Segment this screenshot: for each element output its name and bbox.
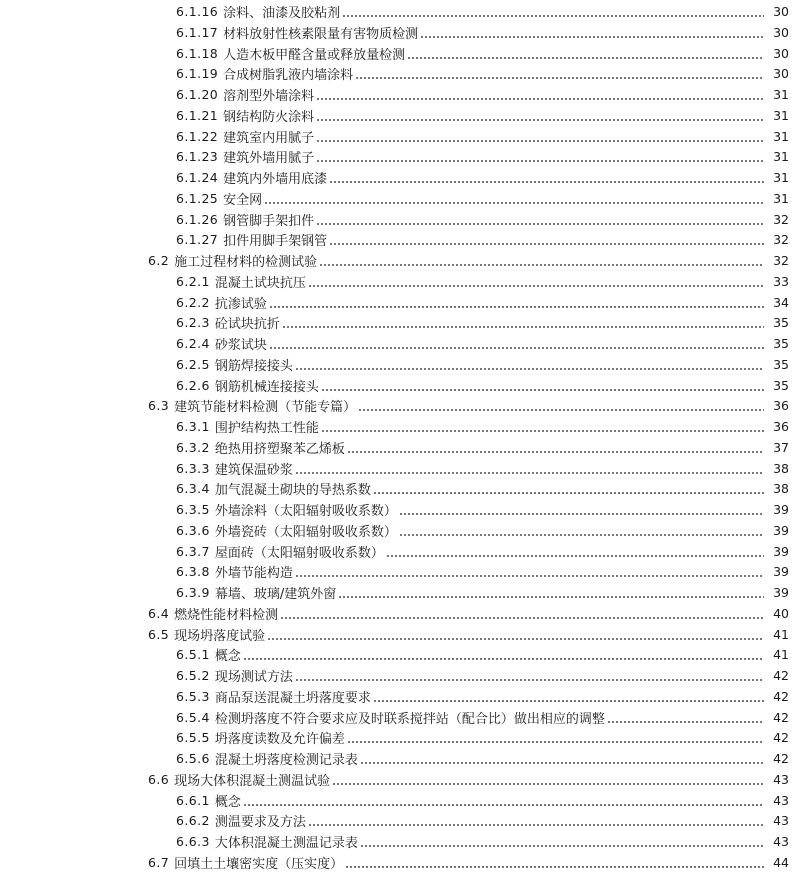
toc-entry-title: 建筑节能材料检测（节能专篇） xyxy=(174,400,357,416)
dot-leader xyxy=(345,856,764,869)
toc-entry-title: 钢管脚手架扣件 xyxy=(223,213,315,229)
toc-entry-title: 扣件用脚手架钢管 xyxy=(223,234,328,250)
dot-leader xyxy=(295,462,764,475)
toc-entry-number: 6.1.17 xyxy=(176,24,219,40)
toc-entry-number: 6.1.20 xyxy=(176,87,219,102)
toc-entry-title: 建筑外墙用腻子 xyxy=(223,151,315,167)
toc-subsection-row[interactable] xyxy=(0,644,796,665)
toc-entry-number: 6.1.19 xyxy=(176,66,219,82)
dot-leader xyxy=(329,233,764,246)
toc-subsection-row[interactable] xyxy=(0,146,796,167)
toc-subsection-row[interactable] xyxy=(0,312,796,333)
toc-subsection-row[interactable] xyxy=(0,790,796,811)
toc-entry-title: 外墙涂料（太阳辐射吸收系数） xyxy=(214,504,397,519)
dot-leader xyxy=(338,586,764,599)
toc-entry-page-number: 39 xyxy=(773,522,789,538)
toc-entry-page-number: 31 xyxy=(773,128,789,144)
toc-entry-page-number: 30 xyxy=(773,66,789,82)
toc-entry-page-number: 30 xyxy=(773,24,789,40)
toc-entry-page-number: 44 xyxy=(773,854,789,870)
toc-subsection-row[interactable] xyxy=(0,458,796,479)
toc-entry-number: 6.7 xyxy=(148,854,170,870)
toc-entry-number: 6.5.2 xyxy=(176,668,210,683)
toc-entry-page-number: 41 xyxy=(773,647,789,663)
toc-subsection-row[interactable] xyxy=(0,333,796,354)
toc-subsection-row[interactable] xyxy=(0,707,796,728)
toc-entry-number: 6.5.5 xyxy=(176,730,210,746)
toc-entry-title: 砼试块抗折 xyxy=(214,317,280,333)
toc-entry-page-number: 30 xyxy=(773,45,789,61)
dot-leader xyxy=(295,565,764,578)
toc-entry-number: 6.2.5 xyxy=(176,356,210,372)
toc-entry-number: 6.4 xyxy=(148,605,170,621)
toc-entry-title: 砂浆试块 xyxy=(214,338,267,353)
dot-leader xyxy=(280,607,764,620)
toc-entry-title: 坍落度读数及允许偏差 xyxy=(214,732,345,748)
toc-subsection-row[interactable] xyxy=(0,105,796,126)
dot-leader xyxy=(347,441,764,454)
toc-entry-page-number: 41 xyxy=(773,626,789,642)
toc-entry-title: 燃烧性能材料检测 xyxy=(174,607,279,623)
toc-entry-number: 6.5.6 xyxy=(176,751,210,766)
toc-subsection-row[interactable] xyxy=(0,126,796,147)
toc-entry-number: 6.3.8 xyxy=(176,564,210,580)
toc-section-row[interactable] xyxy=(0,852,796,873)
toc-subsection-row[interactable] xyxy=(0,416,796,437)
toc-subsection-row[interactable] xyxy=(0,727,796,748)
toc-entry-number: 6.6.3 xyxy=(176,834,210,849)
toc-entry-page-number: 31 xyxy=(773,170,789,185)
toc-subsection-row[interactable] xyxy=(0,582,796,603)
toc-entry-title: 回填土土壤密实度（压实度） xyxy=(174,856,344,872)
toc-entry-title: 现场坍落度试验 xyxy=(174,628,266,644)
toc-entry-page-number: 30 xyxy=(773,4,789,19)
toc-entry-number: 6.2.6 xyxy=(176,377,210,393)
toc-subsection-row[interactable] xyxy=(0,478,796,499)
toc-entry-title: 建筑室内用腻子 xyxy=(223,130,315,146)
dot-leader xyxy=(243,648,764,661)
toc-subsection-row[interactable] xyxy=(0,188,796,209)
toc-entry-page-number: 39 xyxy=(773,585,789,600)
toc-entry-number: 6.1.24 xyxy=(176,170,219,185)
toc-entry-page-number: 43 xyxy=(773,813,789,829)
dot-leader xyxy=(269,337,764,350)
toc-entry-page-number: 36 xyxy=(773,398,789,414)
dot-leader xyxy=(308,275,764,288)
toc-entry-number: 6.5.3 xyxy=(176,688,210,704)
toc-entry-title: 外墙节能构造 xyxy=(214,566,293,582)
toc-entry-title: 抗渗试验 xyxy=(214,296,267,312)
dot-leader xyxy=(321,420,764,433)
dot-leader xyxy=(295,669,764,682)
toc-entry-number: 6.1.26 xyxy=(176,211,219,227)
dot-leader xyxy=(399,503,764,516)
toc-entry-title: 材料放射性核素限量有害物质检测 xyxy=(223,26,419,42)
dot-leader xyxy=(399,524,764,537)
dot-leader xyxy=(264,192,764,205)
toc-entry-number: 6.1.21 xyxy=(176,107,219,123)
toc-entry-title: 现场测试方法 xyxy=(214,670,293,685)
toc-subsection-row[interactable] xyxy=(0,561,796,582)
dot-leader xyxy=(295,358,764,371)
toc-entry-number: 6.6 xyxy=(148,771,170,787)
toc-entry-title: 屋面砖（太阳辐射吸收系数） xyxy=(214,545,384,561)
toc-entry-title: 合成树脂乳液内墙涂料 xyxy=(223,68,354,84)
toc-entry-page-number: 32 xyxy=(773,211,789,227)
toc-entry-page-number: 38 xyxy=(773,460,789,476)
toc-entry-title: 钢筋焊接接头 xyxy=(214,358,293,374)
toc-section-row[interactable] xyxy=(0,769,796,790)
dot-leader xyxy=(407,47,764,60)
dot-leader xyxy=(373,690,764,703)
toc-entry-page-number: 35 xyxy=(773,377,789,393)
dot-leader xyxy=(332,773,764,786)
toc-section-row[interactable] xyxy=(0,603,796,624)
dot-leader xyxy=(316,130,764,143)
toc-subsection-row[interactable] xyxy=(0,43,796,64)
toc-entry-page-number: 36 xyxy=(773,419,789,434)
toc-entry-page-number: 32 xyxy=(773,253,789,268)
toc-entry-number: 6.1.25 xyxy=(176,190,219,206)
toc-entry-page-number: 39 xyxy=(773,543,789,559)
toc-entry-page-number: 33 xyxy=(773,273,789,289)
toc-entry-number: 6.3 xyxy=(148,398,170,414)
dot-leader xyxy=(386,545,764,558)
toc-entry-title: 检测坍落度不符合要求应及时联系搅拌站（配合比）做出相应的调整 xyxy=(214,711,605,727)
toc-entry-title: 外墙瓷砖（太阳辐射吸收系数） xyxy=(214,524,397,540)
toc-section-row[interactable] xyxy=(0,624,796,645)
toc-entry-number: 6.3.7 xyxy=(176,543,210,559)
toc-subsection-row[interactable] xyxy=(0,209,796,230)
toc-entry-page-number: 42 xyxy=(773,751,789,766)
toc-entry-title: 溶剂型外墙涂料 xyxy=(223,89,315,104)
toc-entry-title: 安全网 xyxy=(223,192,263,208)
toc-subsection-row[interactable] xyxy=(0,541,796,562)
dot-leader xyxy=(347,731,764,744)
dot-leader xyxy=(360,835,764,848)
toc-section-row[interactable] xyxy=(0,395,796,416)
toc-subsection-row[interactable] xyxy=(0,686,796,707)
toc-entry-page-number: 32 xyxy=(773,232,789,248)
toc-entry-number: 6.1.18 xyxy=(176,45,219,61)
toc-entry-title: 人造木板甲醛含量或释放量检测 xyxy=(223,47,406,63)
toc-entry-number: 6.2.4 xyxy=(176,336,210,351)
toc-entry-number: 6.5.1 xyxy=(176,647,210,663)
toc-entry-page-number: 39 xyxy=(773,502,789,517)
toc-subsection-row[interactable] xyxy=(0,167,796,188)
toc-entry-number: 6.2 xyxy=(148,253,170,268)
toc-subsection-row[interactable] xyxy=(0,229,796,250)
toc-entry-number: 6.1.23 xyxy=(176,149,219,165)
toc-entry-page-number: 42 xyxy=(773,730,789,746)
toc-subsection-row[interactable] xyxy=(0,499,796,520)
toc-subsection-row[interactable] xyxy=(0,810,796,831)
toc-entry-page-number: 43 xyxy=(773,834,789,849)
toc-entry-number: 6.5 xyxy=(148,626,170,642)
toc-entry-number: 6.3.9 xyxy=(176,585,210,600)
toc-entry-title: 建筑保温砂浆 xyxy=(214,462,293,478)
toc-entry-number: 6.3.2 xyxy=(176,439,210,455)
dot-leader xyxy=(321,379,764,392)
toc-entry-page-number: 34 xyxy=(773,294,789,310)
dot-leader xyxy=(267,628,764,641)
toc-subsection-row[interactable] xyxy=(0,520,796,541)
toc-entry-number: 6.3.6 xyxy=(176,522,210,538)
dot-leader xyxy=(360,752,764,765)
toc-entry-page-number: 43 xyxy=(773,792,789,808)
toc-entry-number: 6.2.2 xyxy=(176,294,210,310)
toc-entry-page-number: 35 xyxy=(773,336,789,351)
toc-entry-page-number: 31 xyxy=(773,190,789,206)
toc-entry-title: 现场大体积混凝土测温试验 xyxy=(174,773,331,789)
toc-entry-number: 6.3.3 xyxy=(176,460,210,476)
toc-entry-title: 混凝土坍落度检测记录表 xyxy=(214,753,358,768)
toc-subsection-row[interactable] xyxy=(0,354,796,375)
dot-leader xyxy=(316,109,764,122)
toc-subsection-row[interactable] xyxy=(0,748,796,769)
toc-subsection-row[interactable] xyxy=(0,665,796,686)
toc-entry-title: 商品泵送混凝土坍落度要求 xyxy=(214,690,371,706)
dot-leader xyxy=(373,482,764,495)
toc-entry-title: 大体积混凝土测温记录表 xyxy=(214,836,358,851)
toc-entry-number: 6.1.27 xyxy=(176,232,219,248)
toc-subsection-row[interactable] xyxy=(0,84,796,105)
toc-entry-page-number: 39 xyxy=(773,564,789,580)
toc-entry-page-number: 31 xyxy=(773,87,789,102)
toc-entry-number: 6.3.5 xyxy=(176,502,210,517)
toc-section-row[interactable] xyxy=(0,250,796,271)
toc-entry-title: 混凝土试块抗压 xyxy=(214,275,306,291)
dot-leader xyxy=(607,711,764,724)
toc-subsection-row[interactable] xyxy=(0,375,796,396)
toc-entry-title: 概念 xyxy=(214,794,241,810)
toc-entry-title: 涂料、油漆及胶粘剂 xyxy=(223,6,341,21)
toc-entry-page-number: 31 xyxy=(773,149,789,165)
toc-subsection-row[interactable] xyxy=(0,831,796,852)
toc-subsection-row[interactable] xyxy=(0,271,796,292)
toc-entry-title: 钢结构防火涂料 xyxy=(223,109,315,125)
toc-subsection-row[interactable] xyxy=(0,1,796,22)
toc-entry-title: 绝热用挤塑聚苯乙烯板 xyxy=(214,441,345,457)
toc-entry-title: 加气混凝土砌块的导热系数 xyxy=(214,483,371,499)
toc-entry-page-number: 42 xyxy=(773,688,789,704)
dot-leader xyxy=(355,67,764,80)
dot-leader xyxy=(316,88,764,101)
toc-entry-title: 概念 xyxy=(214,649,241,665)
toc-entry-title: 测温要求及方法 xyxy=(214,815,306,831)
dot-leader xyxy=(420,26,764,39)
toc-entry-number: 6.1.16 xyxy=(176,4,219,19)
toc-entry-number: 6.1.22 xyxy=(176,128,219,144)
toc-subsection-row[interactable] xyxy=(0,22,796,43)
toc-entry-page-number: 43 xyxy=(773,771,789,787)
dot-leader xyxy=(319,254,764,267)
toc-entry-page-number: 42 xyxy=(773,668,789,683)
toc-subsection-row[interactable] xyxy=(0,437,796,458)
dot-leader xyxy=(329,171,764,184)
toc-entry-number: 6.2.1 xyxy=(176,273,210,289)
toc-entry-number: 6.2.3 xyxy=(176,315,210,331)
toc-entry-title: 钢筋机械连接接头 xyxy=(214,379,319,395)
toc-entry-page-number: 42 xyxy=(773,709,789,725)
toc-entry-title: 施工过程材料的检测试验 xyxy=(174,255,318,270)
toc-entry-page-number: 37 xyxy=(773,439,789,455)
toc-entry-number: 6.6.2 xyxy=(176,813,210,829)
toc-entry-number: 6.3.1 xyxy=(176,419,210,434)
dot-leader xyxy=(308,814,764,827)
toc-entry-title: 建筑内外墙用底漆 xyxy=(223,172,328,187)
toc-entry-number: 6.5.4 xyxy=(176,709,210,725)
toc-entry-number: 6.3.4 xyxy=(176,481,210,497)
toc-entry-page-number: 35 xyxy=(773,356,789,372)
toc-entry-title: 围护结构热工性能 xyxy=(214,421,319,436)
dot-leader xyxy=(358,399,764,412)
toc-entry-page-number: 38 xyxy=(773,481,789,497)
toc-subsection-row[interactable] xyxy=(0,63,796,84)
dot-leader xyxy=(282,316,764,329)
toc-entry-page-number: 40 xyxy=(773,605,789,621)
toc-entry-page-number: 35 xyxy=(773,315,789,331)
dot-leader xyxy=(342,5,764,18)
dot-leader xyxy=(243,794,764,807)
toc-entry-page-number: 31 xyxy=(773,107,789,123)
dot-leader xyxy=(269,296,764,309)
toc-entry-title: 幕墙、玻璃/建筑外窗 xyxy=(214,587,337,602)
toc-subsection-row[interactable] xyxy=(0,292,796,313)
toc-entry-number: 6.6.1 xyxy=(176,792,210,808)
dot-leader xyxy=(316,150,764,163)
dot-leader xyxy=(316,213,764,226)
